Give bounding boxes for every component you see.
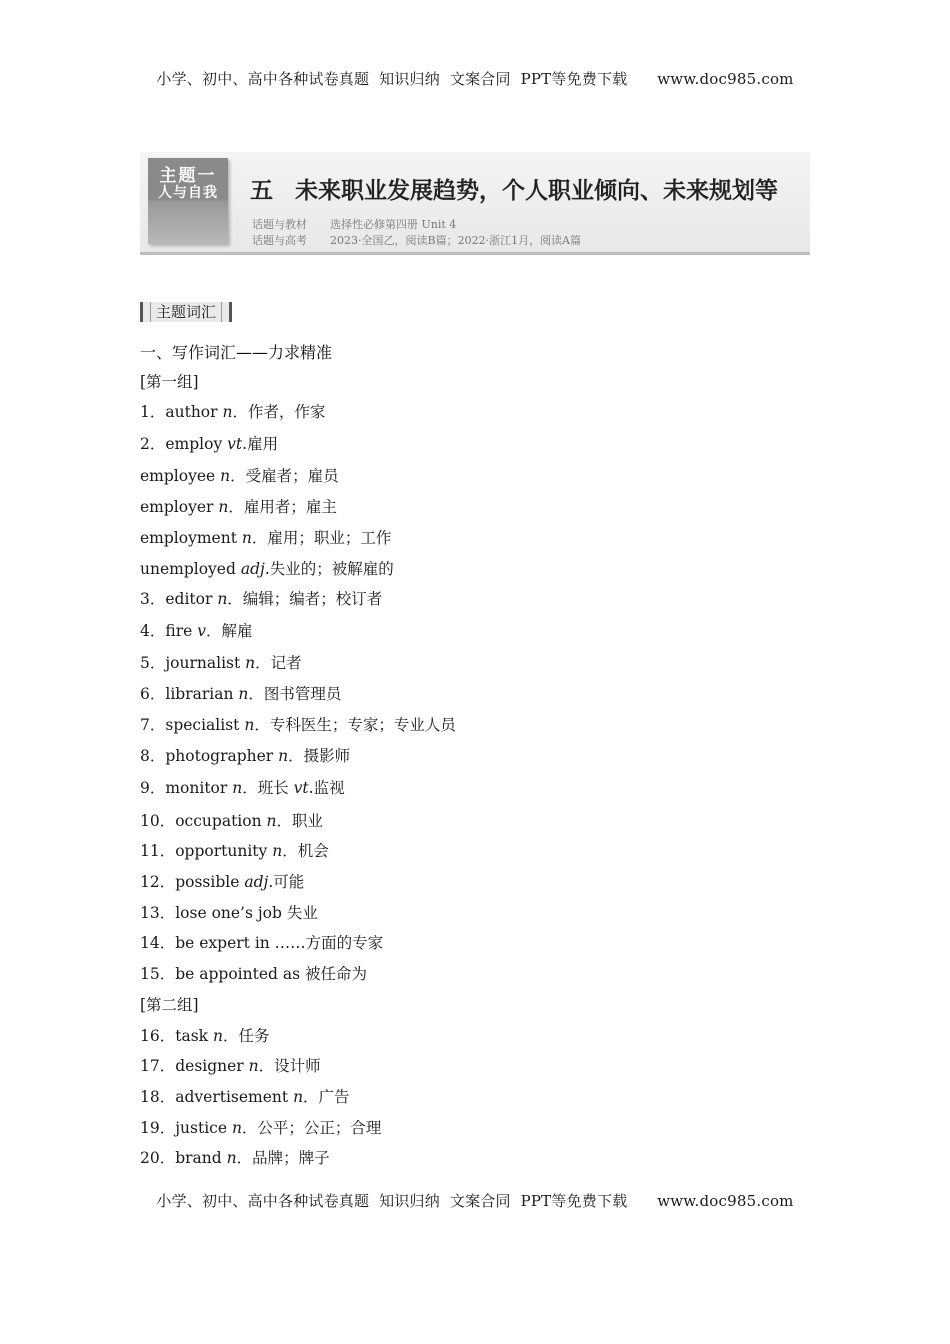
vocab-meaning: ．摄影师: [288, 747, 351, 765]
vocab-meaning: ．图书管理员: [248, 685, 342, 703]
part-of-speech: vt: [293, 779, 309, 797]
vocab-line: [140, 526, 391, 548]
vocab-line: [140, 432, 278, 454]
vocab-line: [140, 464, 339, 486]
part-of-speech: n: [226, 1149, 237, 1167]
part-of-speech: n: [238, 685, 249, 703]
vocab-word: employment: [140, 529, 242, 547]
banner-title: [250, 172, 778, 205]
vocab-line: [140, 651, 302, 673]
section-tag-label: 主题词汇: [150, 302, 222, 322]
meta-key: 话题与高考: [252, 234, 307, 247]
part-of-speech: n: [222, 403, 233, 421]
meta-value: 2023·全国乙，阅读B篇；2022·浙江1月，阅读A篇: [330, 234, 582, 247]
part-of-speech: vt: [227, 435, 243, 453]
vocab-line: [140, 370, 199, 392]
vocab-meaning: ．解雇: [205, 622, 253, 640]
vocab-word: 6．librarian: [140, 685, 239, 703]
vocab-line: [140, 901, 318, 923]
vocab-line: [140, 839, 329, 861]
vocab-word: 20．brand: [140, 1149, 227, 1167]
subsection-title: 一、写作词汇——力求精准: [140, 343, 333, 362]
meta-exam: [252, 232, 581, 248]
vocab-line: [140, 713, 456, 735]
part-of-speech: n: [278, 747, 289, 765]
vocab-meaning: ．设计师: [258, 1057, 321, 1075]
section-tag: [140, 302, 232, 322]
vocab-meaning: ．职业: [276, 812, 323, 830]
vocab-meaning: ．雇用；职业；工作: [251, 529, 392, 547]
vocab-word: 4．fire: [140, 622, 198, 640]
vocab-line: [140, 619, 253, 641]
part-of-speech: n: [220, 467, 231, 485]
vocab-line: [140, 682, 341, 704]
vocab-meaning: ．作者，作家: [232, 403, 326, 421]
topic-banner: [140, 152, 810, 255]
part-of-speech: n: [248, 1057, 259, 1075]
vocab-line: [140, 809, 323, 831]
vocab-meaning: ．专科医生；专家；专业人员: [254, 716, 456, 734]
vocab-word: 5．journalist: [140, 654, 246, 672]
vocab-line: [140, 744, 350, 766]
topic-badge: [148, 158, 228, 244]
part-of-speech: n: [231, 1119, 242, 1137]
vocab-meaning: .可能: [268, 873, 305, 891]
vocab-word: 18．advertisement: [140, 1088, 294, 1106]
vocab-line: [140, 1024, 269, 1046]
vocab-word: unemployed: [140, 560, 241, 578]
vocab-meaning: ．公平；公正；合理: [241, 1119, 382, 1137]
vocab-line: [140, 962, 367, 984]
vocab-meaning: ．受雇者；雇员: [230, 467, 339, 485]
vocab-meaning: ．雇用者；雇主: [228, 498, 337, 516]
part-of-speech: n: [241, 529, 252, 547]
vocab-word: 15．be appointed as 被任命为: [140, 965, 367, 983]
part-of-speech: v: [197, 622, 206, 640]
vocab-word: 1．author: [140, 403, 223, 421]
vocab-word: employee: [140, 467, 221, 485]
vocab-meaning: ．编辑；编者；校订者: [227, 590, 383, 608]
vocab-line: [140, 870, 304, 892]
part-of-speech: n: [212, 1027, 223, 1045]
vocab-word: 8．photographer: [140, 747, 279, 765]
vocab-meaning: .监视: [308, 779, 345, 797]
vocab-word: 9．monitor: [140, 779, 233, 797]
vocab-line: [140, 495, 337, 517]
vocab-meaning: .失业的；被解雇的: [264, 560, 394, 578]
vocab-meaning: ．任务: [222, 1027, 270, 1045]
part-of-speech: n: [245, 654, 256, 672]
vocab-line: [140, 1054, 321, 1076]
page-footer: 小学、初中、高中各种试卷真题 知识归纳 文案合同 PPT等免费下载 www.doc985.com: [156, 1192, 794, 1210]
vocab-meaning: ．记者: [255, 654, 302, 672]
part-of-speech: n: [272, 842, 283, 860]
vocab-meaning: ．品牌；牌子: [236, 1149, 330, 1167]
vocab-word: 19．justice: [140, 1119, 232, 1137]
vocab-meaning: ．广告: [303, 1088, 350, 1106]
vocab-line: [140, 776, 345, 798]
part-of-speech: adj: [244, 873, 269, 891]
vocab-line: [140, 1146, 330, 1168]
vocab-word: 14．be expert in ……方面的专家: [140, 934, 384, 952]
part-of-speech: adj: [240, 560, 265, 578]
meta-value: 选择性必修第四册 Unit 4: [330, 218, 457, 231]
vocab-line: [140, 400, 325, 422]
vocab-word: 13．lose one’s job 失业: [140, 904, 318, 922]
vocab-meaning: .雇用: [242, 435, 279, 453]
vocab-word: employer: [140, 498, 219, 516]
vocab-line: [140, 993, 199, 1015]
banner-title-text: 未来职业发展趋势，个人职业倾向、未来规划等: [295, 178, 778, 204]
meta-textbook: [252, 216, 456, 232]
vocab-word: 7．specialist: [140, 716, 245, 734]
part-of-speech: n: [217, 590, 228, 608]
page-header: 小学、初中、高中各种试卷真题 知识归纳 文案合同 PPT等免费下载 www.doc985.com: [156, 70, 794, 88]
vocab-word: 10．occupation: [140, 812, 267, 830]
part-of-speech: n: [266, 812, 277, 830]
part-of-speech: n: [218, 498, 229, 516]
vocab-line: [140, 1116, 381, 1138]
vocab-word: 2．employ: [140, 435, 228, 453]
banner-number: 五: [250, 178, 273, 204]
badge-category: 人与自我: [158, 185, 218, 201]
badge-theme: 主题一: [159, 166, 217, 186]
vocab-word: [第二组]: [140, 996, 199, 1014]
vocab-word: 16．task: [140, 1027, 213, 1045]
vocab-line: [140, 931, 383, 953]
vocab-word: [第一组]: [140, 373, 199, 391]
part-of-speech: n: [232, 779, 243, 797]
meta-key: 话题与教材: [252, 218, 307, 231]
vocab-word: 3．editor: [140, 590, 218, 608]
vocab-word: 17．designer: [140, 1057, 249, 1075]
vocab-line: [140, 1085, 350, 1107]
vocab-line: [140, 587, 382, 609]
vocab-word: 11．opportunity: [140, 842, 273, 860]
vocab-meaning: ．机会: [282, 842, 329, 860]
part-of-speech: n: [244, 716, 255, 734]
vocab-word: 12．possible: [140, 873, 245, 891]
vocab-meaning: ．班长: [242, 779, 294, 797]
vocab-line: [140, 557, 394, 579]
part-of-speech: n: [293, 1088, 304, 1106]
